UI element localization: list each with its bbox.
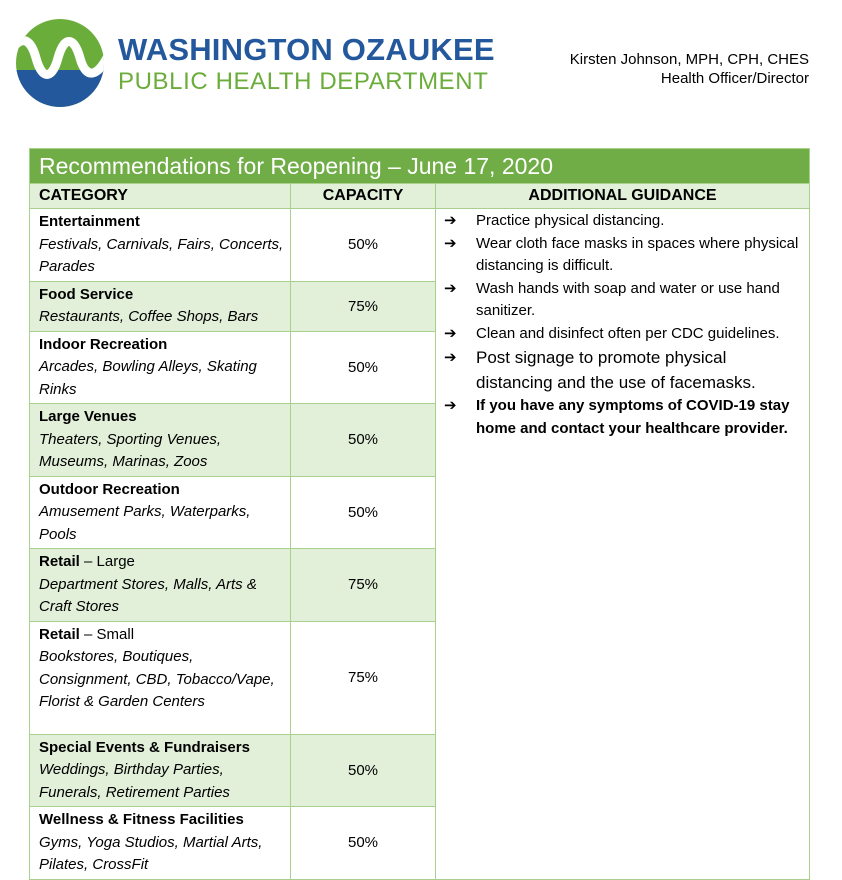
category-cell <box>30 549 291 622</box>
guidance-list <box>444 210 801 440</box>
capacity-cell: 50% <box>291 209 436 282</box>
header-capacity: CAPACITY <box>291 184 436 209</box>
category-cell <box>30 281 291 331</box>
category-suffix: – Large <box>79 553 135 570</box>
recommendations-table <box>29 148 810 880</box>
arrow-right-icon: ➔ <box>444 349 457 366</box>
arrow-right-icon: ➔ <box>444 324 457 342</box>
arrow-right-icon: ➔ <box>444 234 457 252</box>
capacity-cell: 75% <box>291 621 436 734</box>
category-cell <box>30 331 291 404</box>
guidance-text: Post signage to promote physical distancing and the use of facemasks. <box>476 348 756 392</box>
category-name: Indoor Recreation <box>39 335 168 353</box>
capacity-cell: 50% <box>291 807 436 880</box>
guidance-text: Clean and disinfect often per CDC guidelines. <box>476 324 780 342</box>
category-name: Retail <box>39 553 80 570</box>
category-cell <box>30 734 291 807</box>
org-name: WASHINGTON OZAUKEE <box>118 32 495 67</box>
page-header <box>0 0 842 130</box>
category-cell <box>30 807 291 880</box>
header-guidance: ADDITIONAL GUIDANCE <box>436 184 810 209</box>
officer-name: Kirsten Johnson, MPH, CPH, CHES <box>569 51 809 68</box>
arrow-right-icon: ➔ <box>444 397 457 414</box>
table-title: Recommendations for Reopening – June 17, 2020 <box>30 149 810 184</box>
category-name: Entertainment <box>39 213 140 230</box>
category-name: Retail <box>39 625 80 643</box>
category-suffix: – Small <box>79 625 135 643</box>
guidance-text: Wear cloth face masks in spaces where physical distancing is difficult. <box>476 234 799 274</box>
guidance-item <box>444 278 801 323</box>
guidance-item <box>444 323 801 346</box>
capacity-cell: 75% <box>291 281 436 331</box>
category-name: Large Venues <box>39 408 137 425</box>
category-examples: Theaters, Sporting Venues, Museums, Marinas, Zoos <box>39 430 222 470</box>
table-header-row <box>30 184 810 209</box>
category-cell <box>30 209 291 282</box>
category-name: Special Events & Fundraisers <box>39 738 250 756</box>
guidance-item <box>444 345 801 395</box>
category-name: Wellness & Fitness Facilities <box>39 811 244 828</box>
officer-block <box>570 50 809 88</box>
arrow-right-icon: ➔ <box>444 212 457 229</box>
category-examples: Bookstores, Boutiques, Consignment, CBD, Tobacco/Vape, Florist & Garden Centers <box>39 648 275 710</box>
capacity-cell: 50% <box>291 404 436 477</box>
arrow-right-icon: ➔ <box>444 279 457 297</box>
org-subtitle: PUBLIC HEALTH DEPARTMENT <box>118 68 489 95</box>
category-cell <box>30 476 291 549</box>
officer-title: Health Officer/Director <box>660 70 809 87</box>
guidance-text: Wash hands with soap and water or use hand sanitizer. <box>476 279 780 319</box>
category-examples: Weddings, Birthday Parties, Funerals, Retirement Parties <box>39 761 230 801</box>
category-cell <box>30 621 291 734</box>
category-examples: Gyms, Yoga Studios, Martial Arts, Pilates, CrossFit <box>39 833 263 873</box>
header-category: CATEGORY <box>30 184 291 209</box>
category-examples: Arcades, Bowling Alleys, Skating Rinks <box>39 358 257 398</box>
guidance-cell <box>436 209 810 880</box>
category-name: Food Service <box>39 285 134 303</box>
guidance-item <box>444 210 801 233</box>
category-examples: Amusement Parks, Waterparks, Pools <box>39 503 251 543</box>
capacity-cell: 75% <box>291 549 436 622</box>
capacity-cell: 50% <box>291 734 436 807</box>
guidance-item <box>444 395 801 440</box>
table-row <box>30 209 810 282</box>
capacity-cell: 50% <box>291 331 436 404</box>
logo-icon <box>14 18 106 108</box>
guidance-text: Practice physical distancing. <box>476 212 665 229</box>
guidance-item <box>444 233 801 278</box>
category-cell <box>30 404 291 477</box>
category-name: Outdoor Recreation <box>39 480 180 498</box>
guidance-text: If you have any symptoms of COVID-19 stay home and contact your healthcare provider. <box>476 397 790 437</box>
category-examples: Restaurants, Coffee Shops, Bars <box>39 308 259 325</box>
capacity-cell: 50% <box>291 476 436 549</box>
category-examples: Festivals, Carnivals, Fairs, Concerts, Parades <box>39 235 284 275</box>
category-examples: Department Stores, Malls, Arts & Craft Stores <box>39 575 257 615</box>
